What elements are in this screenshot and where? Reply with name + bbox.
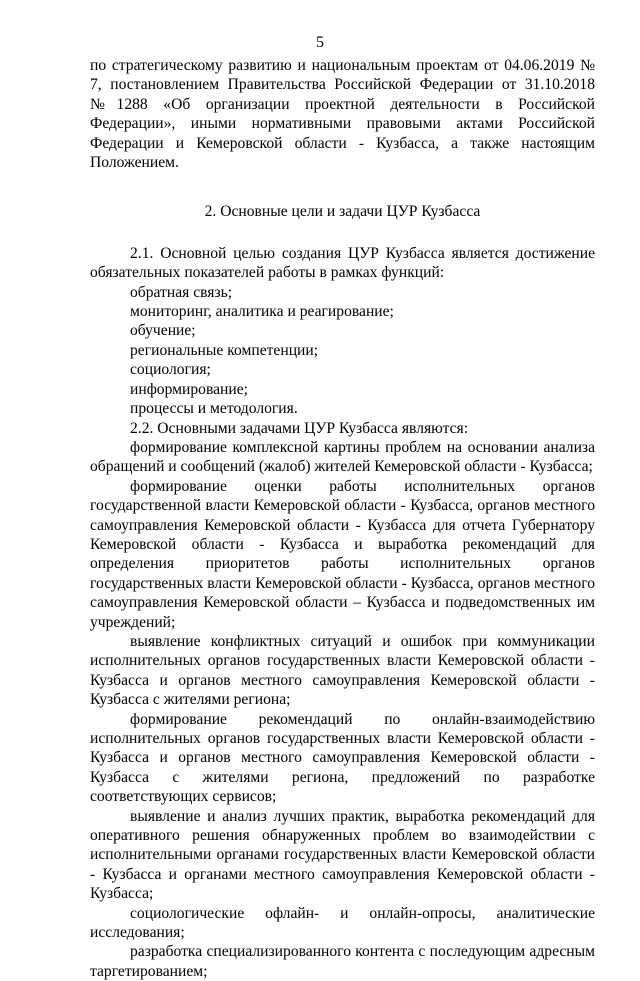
page-number: 5 <box>316 34 324 51</box>
function-item: обучение; <box>130 322 196 340</box>
task-item: формирование комплексной картины проблем на основании анализа обращений и сообщений (жалоб) жителей Кемеровской области - Кузбасса; <box>90 438 595 476</box>
document-body <box>90 56 595 981</box>
goal-paragraph: 2.1. Основной целью создания ЦУР Кузбасса является достижение обязательных показателей работы в рамках функций: <box>90 244 595 282</box>
task-item: социологические офлайн- и онлайн-опросы, аналитические исследования; <box>90 904 595 942</box>
function-item: региональные компетенции; <box>130 341 319 359</box>
intro-paragraph: по стратегическому развитию и национальным проектам от 04.06.2019 № 7, постановлением Правительства Российской Федерации от 31.10.2018 №1288 «Об организации проектной деятельности в Российской Федерации», иными нормативными правовыми актами Российской Федерации и Кемеровской области - Кузбасса, а также настоящим Положением. <box>90 57 595 172</box>
section-heading: 2. Основные цели и задачи ЦУР Кузбасса <box>204 203 481 221</box>
function-item: процессы и методология. <box>130 400 298 418</box>
function-item: мониторинг, аналитика и реагирование; <box>130 303 394 321</box>
task-item: выявление конфликтных ситуаций и ошибок при коммуникации исполнительных органов государственных власти Кемеровской области - Кузбасса и органов местного самоуправления Кемеровской области - Кузбасса с жителями региона; <box>90 632 595 709</box>
task-item: выявление и анализ лучших практик, выработка рекомендаций для оперативного решения обнаруженных проблем во взаимодействии с исполнительными органами государственных власти Кемеровской области - Кузбасса и органами местного самоуправления Кемеровской области - Кузбасса; <box>90 807 595 903</box>
function-item: обратная связь; <box>130 283 233 301</box>
task-item: формирование оценки работы исполнительных органов государственной власти Кемеровской области - Кузбасса, органов местного самоуправления Кемеровской области - Кузбасса для отчета Губернатору Кемеровской области - Кузбасса и выработка рекомендаций для определения приоритетов работы исполнительных органов государственных власти Кемеровской области - Кузбасса, органов местного самоуправления Кемеровской области – Кузбасса и подведомственных им учреждений; <box>90 477 595 631</box>
task-item: формирование рекомендаций по онлайн-взаимодействию исполнительных органов государственных власти Кемеровской области - Кузбасса и органов местного самоуправления Кемеровской области - Кузбасса с жителями региона, предложений по разработке соответствующих сервисов; <box>90 710 595 806</box>
function-item: информирование; <box>130 380 248 398</box>
function-item: социология; <box>130 361 211 379</box>
task-item: разработка специализированного контента с последующим адресным таргетированием; <box>90 943 595 980</box>
tasks-paragraph: 2.2. Основными задачами ЦУР Кузбасса являются: <box>130 419 469 437</box>
